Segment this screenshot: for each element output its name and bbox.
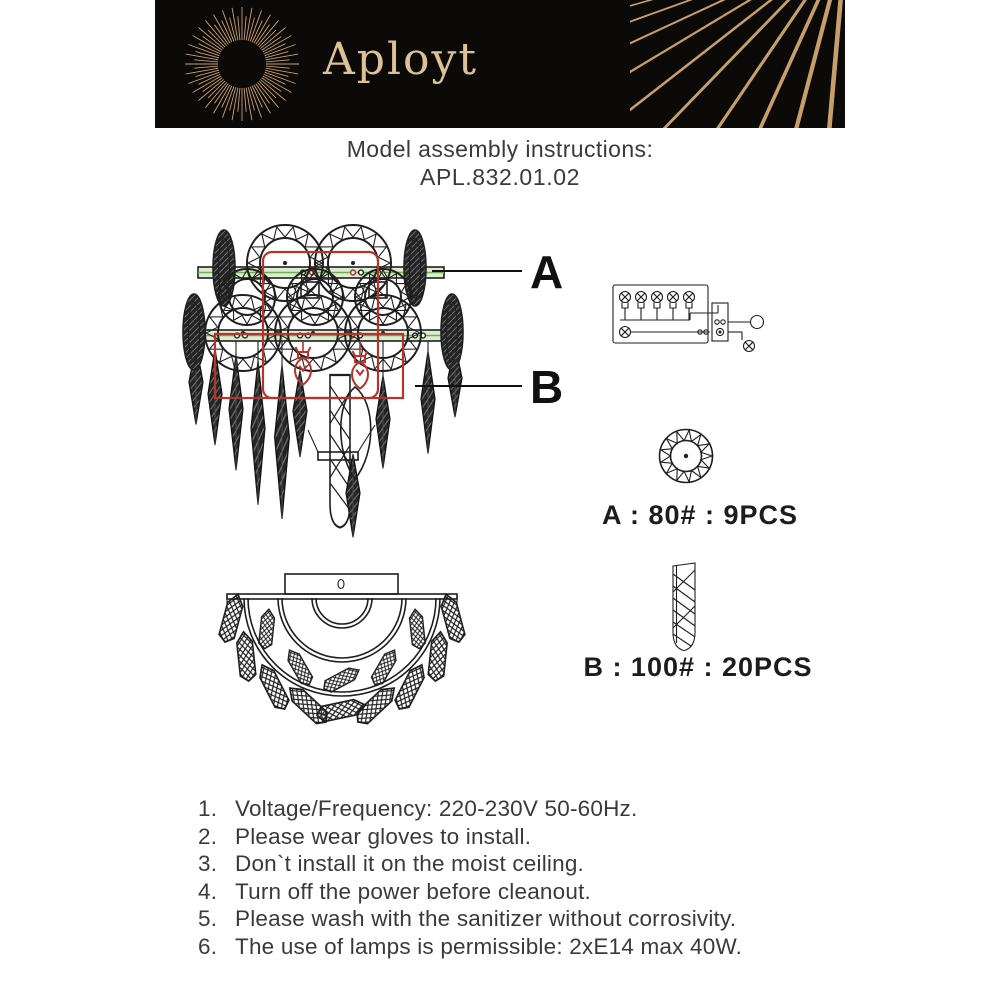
crystal-rod-icon	[666, 560, 702, 654]
decorative-rays-icon	[630, 0, 845, 128]
item-number: 2.	[198, 823, 218, 849]
item-number: 1.	[198, 796, 218, 821]
item-text: The use of lamps is permissible: 2xE14 max 40W.	[235, 933, 743, 959]
part-b-spec: B : 100# : 20PCS	[583, 652, 813, 682]
list-item	[198, 795, 858, 823]
instruction-list	[198, 795, 858, 961]
wiring-diagram	[600, 278, 775, 360]
chandelier-front-view-diagram	[170, 215, 580, 545]
callout-a-label: A	[530, 246, 564, 298]
brand-name: Aployt	[323, 34, 479, 85]
item-number: 5.	[198, 906, 218, 932]
sunburst-icon	[177, 0, 307, 128]
item-text: Turn off the power before cleanout.	[235, 878, 591, 904]
item-text: Voltage/Frequency: 220-230V 50-60Hz.	[235, 796, 638, 821]
list-item	[198, 933, 858, 961]
item-text: Please wear gloves to install.	[235, 823, 532, 849]
item-number: 6.	[198, 933, 218, 959]
list-item	[198, 823, 858, 851]
chandelier-bottom-view-diagram	[185, 556, 495, 756]
item-number: 3.	[198, 851, 218, 877]
brand-banner	[155, 0, 845, 128]
list-item	[198, 905, 858, 933]
part-a-spec: A : 80# : 9PCS	[601, 500, 799, 530]
callout-b-label: B	[530, 361, 564, 413]
list-item	[198, 850, 858, 878]
item-text: Please wash with the sanitizer without corrosivity.	[235, 906, 737, 932]
model-number: APL.832.01.02	[420, 164, 580, 190]
item-text: Don`t install it on the moist ceiling.	[235, 851, 585, 877]
page-title: Model assembly instructions:	[346, 136, 654, 162]
crystal-disc-icon	[657, 427, 715, 485]
item-number: 4.	[198, 878, 218, 904]
list-item	[198, 878, 858, 906]
